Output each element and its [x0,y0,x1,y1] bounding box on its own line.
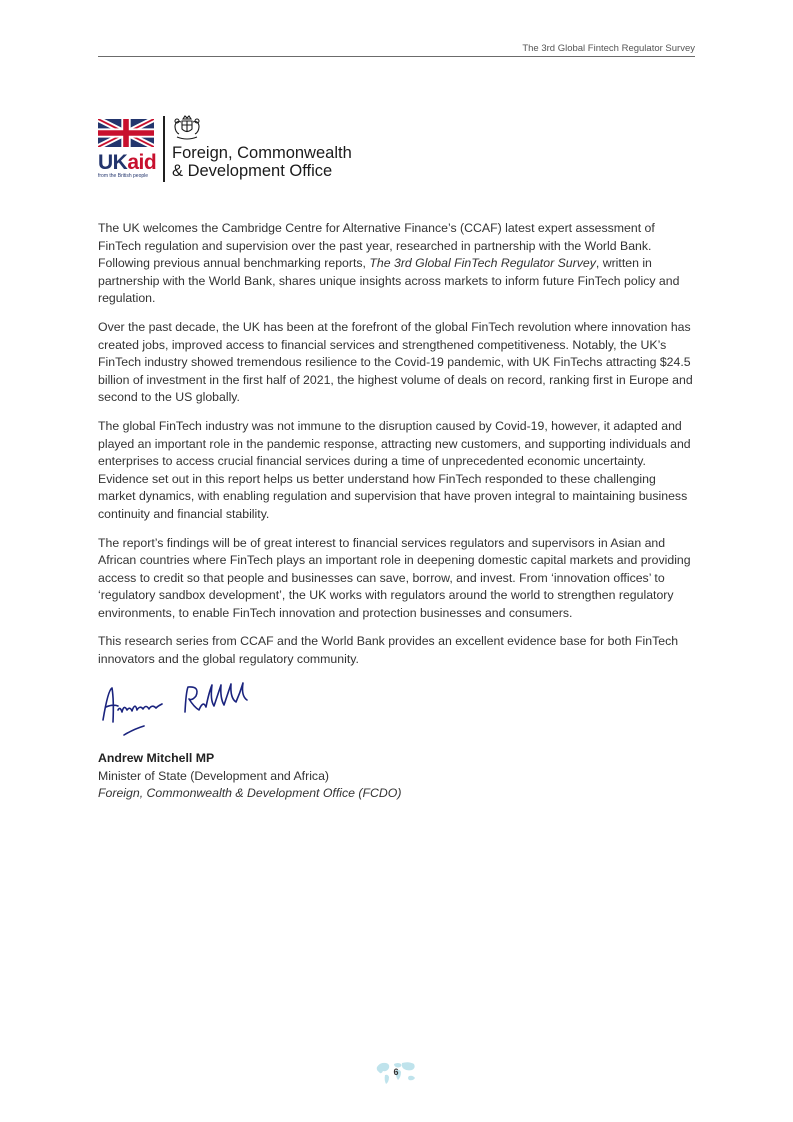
paragraph-3: The global FinTech industry was not immune to the disruption caused by Covid-19, however, it adapted and played an important role in the pandemic response, attracting new customers, and supporting individuals and enterprises to access crucial financial services during a time of unprecedented economic uncertainty. Evidence set out in this report helps us better understand how FinTech responded to these challenging market dynamics, with enabling regulation and supervision that have proven integral to maintaining business continuity and financial stability. [98,418,691,521]
ukaid-fcdo-logo [98,114,368,182]
ukaid-wordmark: UKaid [98,151,157,174]
paragraph-4: The report’s findings will be of great interest to financial services regulators and supervisors in Asian and African countries where FinTech plays an important role in deepening domestic capital markets and providing access to credit so that people and businesses can save, borrow, and invest. From ‘innovation offices’ to ‘regulatory sandbox development’, the UK works with regulators around the world to strengthen regulatory environments, to enable FinTech innovation and protection businesses and consumers. [98,535,691,620]
royal-crest-icon [172,114,202,141]
logo-divider [163,116,165,182]
ukaid-tagline: from the British people [98,173,149,179]
signatory-block [98,750,401,803]
foreword-body [98,220,696,680]
fcdo-name-line1: Foreign, Commonwealth [172,144,352,162]
signatory-role: Minister of State (Development and Africa) [98,768,330,783]
paragraph-2: Over the past decade, the UK has been at the forefront of the global FinTech revolution where innovation has created jobs, improved access to financial services and strengthened competitiveness. Notably, the UK’s FinTech industry showed tremendous resilience to the Covid-19 pandemic, with UK FinTechs attracting $24.5 billion of investment in the first half of 2021, the highest volume of deals on record, ranking first in Europe and second to the US globally. [98,319,693,405]
page-footer [374,1058,418,1086]
header-rule [98,56,695,57]
fcdo-name-line2: & Development Office [172,162,333,180]
signatory-organisation: Foreign, Commonwealth & Development Office (FCDO) [98,786,402,801]
fcdo-name [172,144,352,180]
paragraph-5: This research series from CCAF and the World Bank provides an excellent evidence base for both FinTech innovators and the global regulatory community. [98,634,679,667]
paragraph-1: The UK welcomes the Cambridge Centre for Alternative Finance’s (CCAF) latest expert assessment of FinTech regulation and supervision over the past year, researched in partnership with the World Bank. Following previous annual benchmarking reports, The 3rd Global FinTech Regulator Survey, written in partnership with the World Bank, shares unique insights across markets to inform future FinTech policy and regulation. [98,221,680,306]
signatory-name: Andrew Mitchell MP [98,751,215,765]
report-title: The 3rd Global FinTech Regulator Survey [369,256,596,271]
union-jack-icon [98,118,154,148]
page-number: 6 [393,1067,399,1077]
handwritten-signature [100,680,260,740]
running-header-title: The 3rd Global Fintech Regulator Survey [522,43,695,54]
